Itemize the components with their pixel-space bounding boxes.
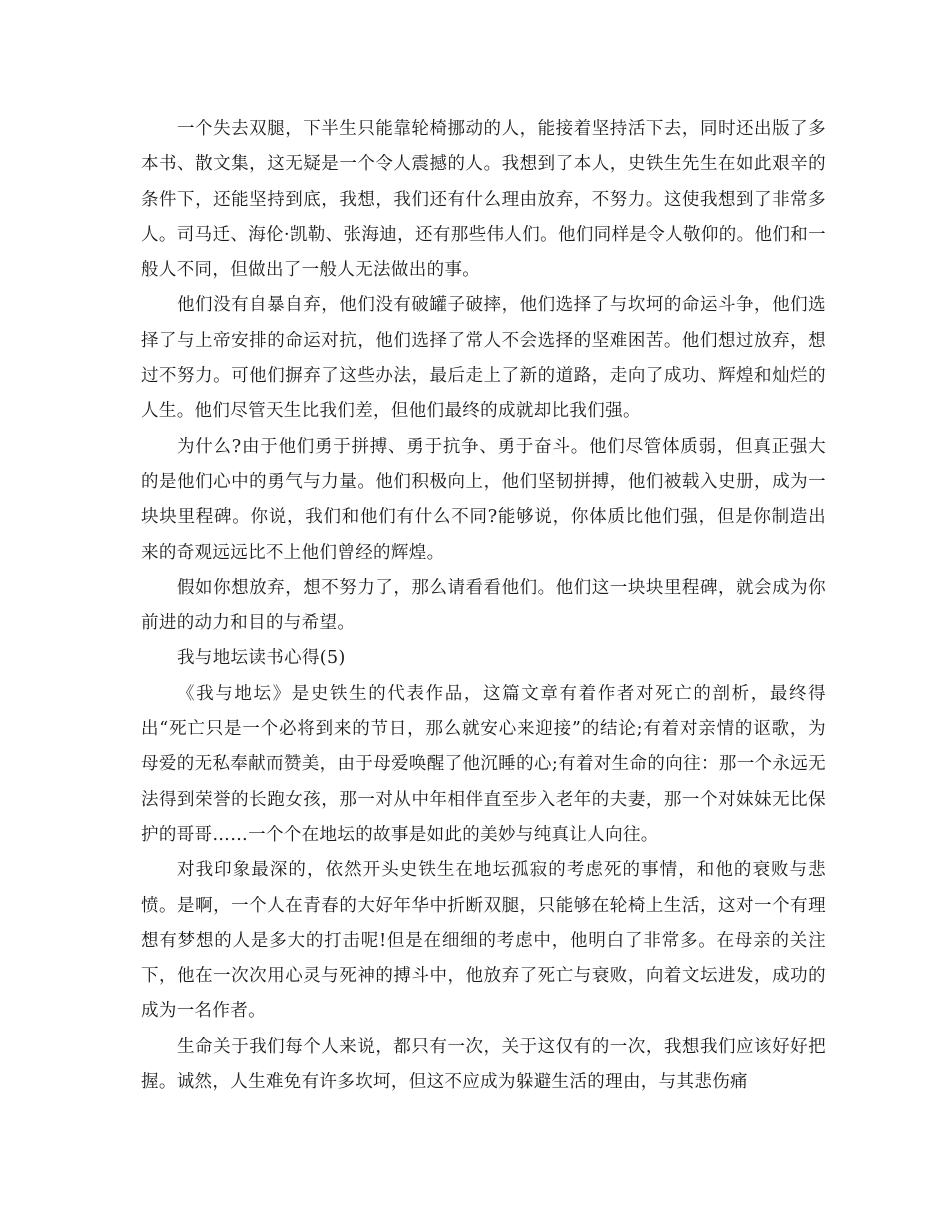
- document-body: [141, 112, 826, 1100]
- paragraph: 一个失去双腿，下半生只能靠轮椅挪动的人，能接着坚持活下去，同时还出版了多本书、散文集，这无疑是一个令人震撼的人。我想到了本人，史铁生先生在如此艰辛的条件下，还能坚持到底，我想，我们还有什么理由放弃，不努力。这使我想到了非常多人。司马迁、海伦·凯勒、张海迪，还有那些伟人们。他们同样是令人敬仰的。他们和一般人不同，但做出了一般人无法做出的事。: [141, 119, 826, 281]
- paragraph: 假如你想放弃，想不努力了，那么请看看他们。他们这一块块里程碑，就会成为你前进的动力和目的与希望。: [141, 577, 826, 634]
- paragraph: 对我印象最深的，依然开头史铁生在地坛孤寂的考虑死的事情，和他的衰败与悲愤。是啊，一个人在青春的大好年华中折断双腿，只能够在轮椅上生活，这对一个有理想有梦想的人是多大的打击呢!但是在细细的考虑中，他明白了非常多。在母亲的关注下，他在一次次用心灵与死神的搏斗中，他放弃了死亡与衰败，向着文坛进发，成功的成为一名作者。: [141, 860, 826, 1022]
- paragraph: 他们没有自暴自弃，他们没有破罐子破摔，他们选择了与坎坷的命运斗争，他们选择了与上帝安排的命运对抗，他们选择了常人不会选择的坚难困苦。他们想过放弃，想过不努力。可他们摒弃了这些办法，最后走上了新的道路，走向了成功、辉煌和灿烂的人生。他们尽管天生比我们差，但他们最终的成就却比我们强。: [141, 295, 826, 422]
- paragraph: 为什么?由于他们勇于拼搏、勇于抗争、勇于奋斗。他们尽管体质弱，但真正强大的是他们心中的勇气与力量。他们积极向上，他们坚韧拼搏，他们被载入史册，成为一块块里程碑。你说，我们和他们有什么不同?能够说，你体质比他们强，但是你制造出来的奇观远远比不上他们曾经的辉煌。: [141, 436, 826, 563]
- paragraph: 生命关于我们每个人来说，都只有一次，关于这仅有的一次，我想我们应该好好把握。诚然，人生难免有许多坎坷，但这不应成为躲避生活的理由，与其悲伤痛: [141, 1036, 826, 1093]
- section-title: 我与地坛读书心得(5): [177, 648, 346, 669]
- paragraph: 《我与地坛》是史铁生的代表作品，这篇文章有着作者对死亡的剖析，最终得出“死亡只是一个必将到来的节日，那么就安心来迎接”的结论;有着对亲情的讴歌，为母爱的无私奉献而赞美，由于母爱唤醒了他沉睡的心;有着对生命的向往：那一个永远无法得到荣誉的长跑女孩，那一对从中年相伴直至步入老年的夫妻，那一个对妹妹无比保护的哥哥……一个个在地坛的故事是如此的美妙与纯真让人向往。: [141, 683, 826, 845]
